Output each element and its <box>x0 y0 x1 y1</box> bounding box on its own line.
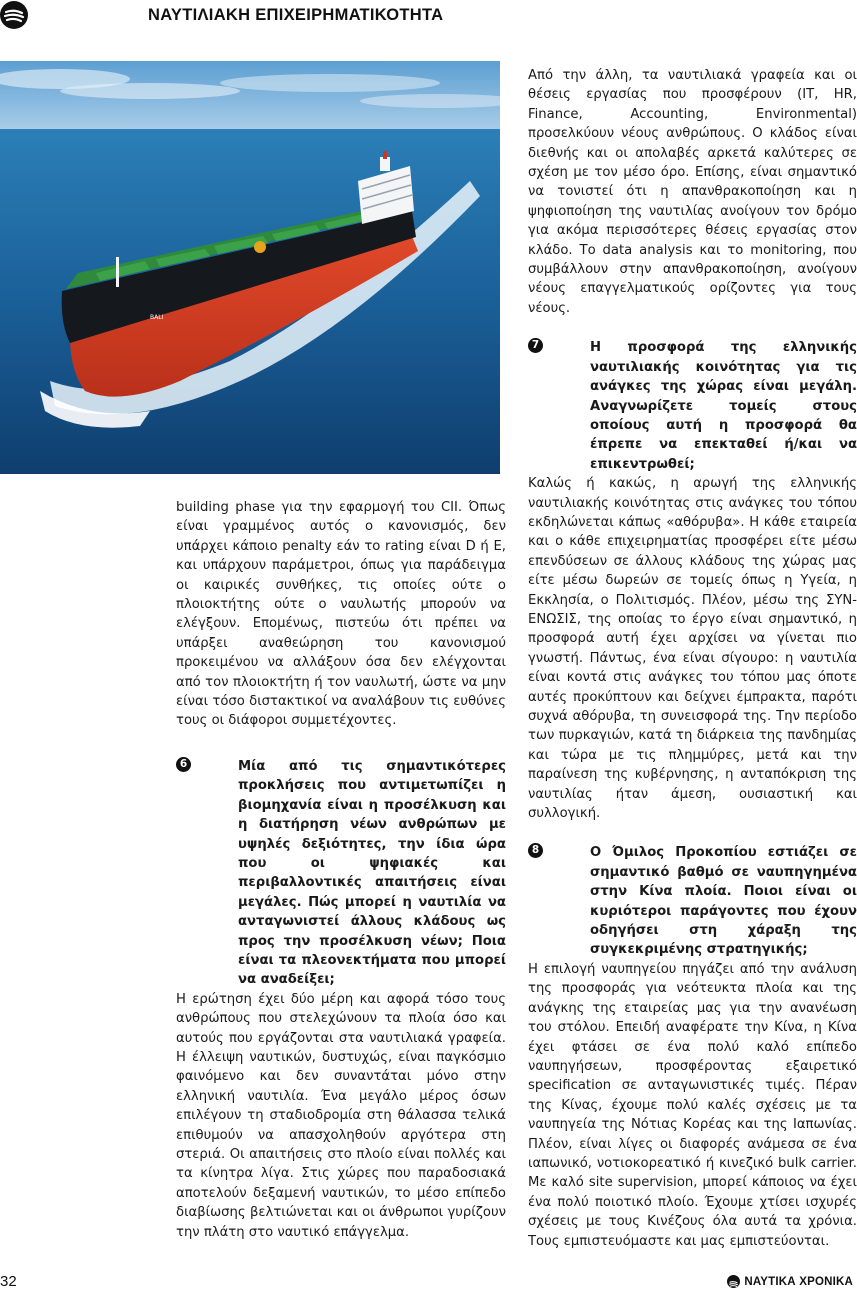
right-column <box>528 66 857 1251</box>
question-8-text: Ο Όμιλος Προκοπίου εστιάζει σε σημαντικό βαθμό σε ναυπηγημένα στην Κίνα πλοία. Ποιοι είναι οι κυριότεροι παράγοντες που έχουν οδηγήσει στη χάραξη της συγκεκριμένης στρατηγικής; <box>590 845 857 958</box>
question-number-badge: 6 <box>176 757 191 772</box>
question-number-badge: 7 <box>528 338 543 353</box>
wave-logo-icon <box>727 1275 740 1288</box>
answer-7-paragraph: Καλώς ή κακώς, η αρωγή της ελληνικής ναυτιλιακής κοινότητας στις ανάγκες του τόπου εκδηλώνεται κάπως «αθόρυβα». Η κάθε εταιρεία και ο κάθε επιχειρηματίας προσφέρει είτε μέσω επενδύσεων σε άλλους κλάδους της χώρας μας είτε μέσω δωρεών σε τομείς όπως η Υγεία, η Εκκλησία, ο Πολιτισμός. Πλέον, μέσω της ΣΥΝ-ΕΝΩΣΙΣ, της οποίας το έργο είναι σημαντικό, η προσφορά αυτή έχει αρχίσει να γίνεται πιο γνωστή. Πάντως, ένα είναι σίγουρο: η ναυτιλία είναι κοντά στις ανάγκες του τόπου μας όποτε αυτές προκύπτουν και δείχνει έμπρακτα, παρότι συχνά αθόρυβα, τη συνεισφορά της. Την περίοδο των πυρκαγιών, κατά τη διάρκεια της πανδημίας και τώρα με τις πλημμύρες, μετά και την παραίνεση της κυβέρνησης, η ανταπόκριση της ναυτιλίας ήταν άμεση, ουσιαστική και συλλογική. <box>528 476 857 822</box>
question-number-badge: 8 <box>528 843 543 858</box>
ship-name-text: BALI <box>150 314 164 321</box>
section-title: ΝΑΥΤΙΛΙΑΚΗ ΕΠΙΧΕΙΡΗΜΑΤΙΚΟΤΗΤΑ <box>148 6 444 24</box>
left-intro-paragraph: building phase για την εφαρμογή του CII. Όπως είναι γραμμένος αυτός ο κανονισμός, δεν υπάρχει κάποιο penalty εάν το rating είναι D ή E, και υπάρχουν παράμετροι, όπως για παράδειγμα οι καιρικές συνθήκες, τις οποίες ούτε ο πλοιοκτήτης ούτε ο ναυλωτής μπορούν να ελέγξουν. Επομένως, πιστεύω ότι πρέπει να υπάρξει αναθεώρηση του κανονισμού προκειμένου να αλλάξουν όσα δεν ελέγχονται από τον πλοιοκτήτη ή τον ναυλωτή, ώστε να μην είναι τόσο διστακτικοί να αναλάβουν τις ευθύνες τους οι διάφοροι συμμετέχοντες. <box>176 500 506 729</box>
question-6-text: Μία από τις σημαντικότερες προκλήσεις που αντιμετωπίζει η βιομηχανία είναι η προσέλκυση και η διατήρηση νέων ανθρώπων με υψηλές δεξιότητες, την ίδια ώρα που οι ψηφιακές και περιβαλλοντικές απαιτήσεις είναι μεγάλες. Πώς μπορεί η ναυτιλία να ανταγωνιστεί άλλους κλάδους ως προς την προσέλκυση νέων; Ποια είναι τα πλεονεκτήματα που μπορεί να αναδείξει; <box>238 758 506 988</box>
page-number: 32 <box>0 1273 17 1290</box>
brand-name: ΝΑΥΤΙΚΑ ΧΡΟΝΙΚΑ <box>744 1275 853 1288</box>
left-column <box>176 498 506 1242</box>
question-6 <box>176 757 506 990</box>
question-7 <box>528 338 857 474</box>
bulk-carrier-photo <box>0 61 500 474</box>
question-7-text: Η προσφορά της ελληνικής ναυτιλιακής κοινότητας για τις ανάγκες της χώρας είναι μεγάλη. Αναγνωρίζετε τομείς στους οποίους αυτή η προσφορά θα έπρεπε να επεκταθεί ή/και να επικεντρωθεί; <box>590 340 857 472</box>
brand-footer <box>727 1275 853 1288</box>
answer-8-paragraph: Η επιλογή ναυπηγείου πηγάζει από την ανάλυση της προσφοράς για νεότευκτα πλοία και της ανάγκης της εταιρείας μας για την ανανέωση του στόλου. Επειδή αναφέρατε την Κίνα, η Κίνα έχει φτάσει σε ένα πολύ καλό επίπεδο ναυπηγήσεων, προσφέροντας εξαιρετικό specification σε ανταγωνιστικές τιμές. Πέραν της Κίνας, έχουμε πολύ καλές σχέσεις με τα ναυπηγεία της Νότιας Κορέας και της Ιαπωνίας. Πλέον, είναι λίγες οι διαφορές ανάμεσα σε ένα ιαπωνικό, νοτιοκορεατικό ή κινεζικό bulk carrier. Με καλό site supervision, μπορεί κάποιος να έχει ένα πολύ ποιοτικό πλοίο. Έχουμε χτίσει ισχυρές σχέσεις με τους Κινέζους όλα αυτά τα χρόνια. Τους εμπιστευόμαστε και μας εμπιστεύονται. <box>528 961 857 1249</box>
question-8 <box>528 843 857 959</box>
wave-logo-icon <box>0 1 28 29</box>
right-intro-paragraph: Από την άλλη, τα ναυτιλιακά γραφεία και οι θέσεις εργασίας που προσφέρουν (IT, HR, Finance, Accounting, Environmental) προσελκύουν νέους ανθρώπους. Ο κλάδος είναι διεθνής και οι απολαβές αρκετά καλύτερες σε σχέση με τον μέσο όρο. Επίσης, είναι σημαντικό να τονιστεί ότι η απανθρακοποίηση και η ψηφιοποίηση της ναυτιλίας ανοίγουν τον δρόμο για ακόμα περισσότερες θέσεις εργασίας στον κλάδο. Το data analysis και το monitoring, που συμβάλλουν στην απανθρακοποίηση, ανοίγουν νέους επαγγελματικούς ορίζοντες για τους νέους. <box>528 68 857 316</box>
answer-6-paragraph: Η ερώτηση έχει δύο μέρη και αφορά τόσο τους ανθρώπους που στελεχώνουν τα πλοία όσο και αυτούς που εργάζονται στα ναυτιλιακά γραφεία. Η έλλειψη ναυτικών, δυστυχώς, είναι παγκόσμιο φαινόμενο και δεν συναντάται μόνο στην ελληνική ναυτιλία. Ένα μεγάλο μέρος όσων επιλέγουν τη σταδιοδρομία στη θάλασσα τελικά επιθυμούν να απασχοληθούν αργότερα στη στεριά. Οι απαιτήσεις στο πλοίο είναι πολλές και τα κίνητρα λίγα. Στις χώρες που παραδοσιακά αποτελούν δεξαμενή ναυτικών, το μέσο επίπεδο διαβίωσης βελτιώνεται και οι άνθρωποι γυρίζουν την πλάτη στο ναυτικό επάγγελμα. <box>176 991 506 1240</box>
